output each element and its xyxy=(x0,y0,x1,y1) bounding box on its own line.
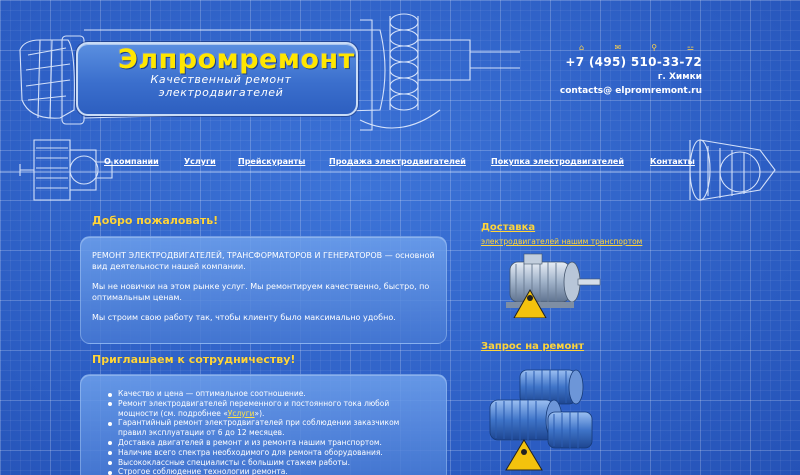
delivery-sub-link[interactable]: электродвигателей нашим транспортом xyxy=(481,237,643,246)
phone-number: +7 (495) 510-33-72 xyxy=(565,55,702,69)
welcome-heading: Добро пожаловать! xyxy=(92,214,219,227)
city-label: г. Химки xyxy=(657,72,702,82)
list-item-text-tail: »). xyxy=(254,408,265,418)
welcome-paragraph-1: РЕМОНТ ЭЛЕКТРОДВИГАТЕЛЕЙ, ТРАНСФОРМАТОРОВ И ГЕНЕРАТОРОВ — основной вид деятельности нашей компании. xyxy=(92,251,435,271)
services-inline-link[interactable]: Услуги xyxy=(227,408,255,418)
nav-item-prices[interactable]: Прейскуранты xyxy=(238,157,306,166)
nav-item-about[interactable]: О компании xyxy=(104,157,159,166)
list-item xyxy=(108,458,430,468)
advantages-list xyxy=(108,389,430,475)
list-item xyxy=(108,399,430,419)
list-item xyxy=(108,418,430,438)
list-item-text: Наличие всего спектра необходимого для ремонта оборудования. xyxy=(118,447,383,457)
sitemap-icon[interactable]: ⚍ xyxy=(686,43,695,52)
list-item-text: Ремонт электродвигателей переменного и постоянного тока любой мощности (см. подробнее « xyxy=(118,398,390,418)
top-icon-bar xyxy=(577,42,695,54)
list-item xyxy=(108,448,430,458)
welcome-paragraph-3: Мы строим свою работу так, чтобы клиенту было максимально удобно. xyxy=(92,313,396,322)
list-item xyxy=(108,438,430,448)
home-icon[interactable]: ⌂ xyxy=(578,43,585,52)
list-item xyxy=(108,389,430,399)
search-icon[interactable]: ⚲ xyxy=(651,43,658,52)
nav-item-sale[interactable]: Продажа электродвигателей xyxy=(329,157,466,166)
email-address: contacts@ elpromremont.ru xyxy=(559,86,702,96)
nav-item-purchase[interactable]: Покупка электродвигателей xyxy=(491,157,624,166)
delivery-link[interactable]: Доставка xyxy=(481,222,536,233)
list-item-text: Качество и цена — оптимальное соотношение. xyxy=(118,389,306,398)
list-item-text: Строгое соблюдение технологии ремонта. xyxy=(118,467,288,475)
welcome-box xyxy=(80,236,447,344)
logo-subtitle: Качественный ремонт электродвигателей xyxy=(150,73,292,99)
delivery-motor-image[interactable] xyxy=(500,252,610,318)
mail-icon[interactable]: ✉ xyxy=(614,43,622,52)
list-item-text: Гарантийный ремонт электродвигателей при соблюдении заказчиком правил эксплуатации от 6 до 12 месяцев. xyxy=(118,418,400,438)
repair-request-link[interactable]: Запрос на ремонт xyxy=(481,341,585,352)
repair-motors-image[interactable] xyxy=(484,360,604,472)
nav-item-services[interactable]: Услуги xyxy=(184,157,216,166)
invite-heading: Приглашаем к сотрудничеству! xyxy=(92,353,296,366)
list-item xyxy=(108,467,430,475)
logo-title[interactable]: Элпромремонт xyxy=(118,44,355,75)
list-item-text: Доставка двигателей в ремонт и из ремонта нашим транспортом. xyxy=(118,437,382,447)
welcome-paragraph-2: Мы не новички на этом рынке услуг. Мы ремонтируем качественно, быстро, по оптимальным ценам. xyxy=(92,282,430,302)
list-item-text: Высококлассные специалисты с большим стажем работы. xyxy=(118,457,351,467)
nav-item-contacts[interactable]: Контакты xyxy=(650,157,695,166)
main-nav xyxy=(0,157,800,171)
invite-box xyxy=(80,374,447,475)
